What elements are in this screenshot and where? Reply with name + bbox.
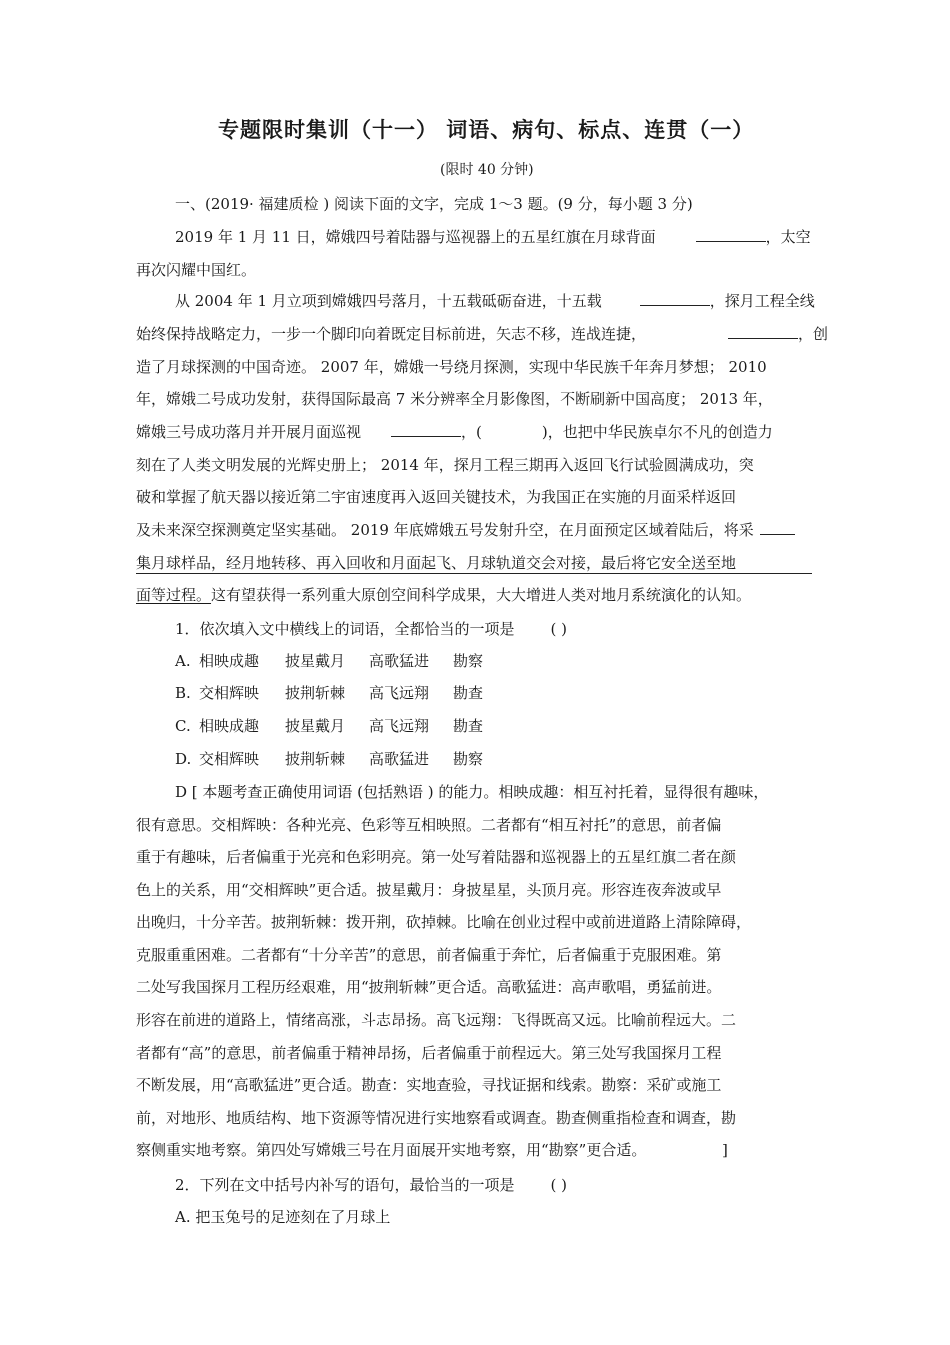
fill-blank-4 xyxy=(391,422,461,437)
passage-line: 再次闪耀中国红。 xyxy=(136,261,257,279)
passage-line-underlined: 集月球样品，经月地转移、再入回收和月面起飞、月球轨道交会对接，最后将它安全送至地 xyxy=(136,553,812,574)
option-letter: C. xyxy=(175,717,191,735)
time-limit: (限时 40 分钟) xyxy=(440,162,534,178)
answer-explanation-line: 克服重重困难。二者都有“十分辛苦”的意思，前者偏重于奔忙，后者偏重于克服困难。第 xyxy=(136,946,722,964)
passage-text: 从 2004 年 1 月立项到嫦娥四号落月，十五载砥砺奋进，十五载 xyxy=(175,292,602,310)
passage-text: ，探月工程全线 xyxy=(709,292,815,310)
option-word: 相映成趣 xyxy=(199,717,260,735)
answer-parentheses: ( ) xyxy=(550,620,568,638)
option-letter: A. xyxy=(175,652,191,670)
option-letter: D. xyxy=(175,750,192,768)
option-word: 披星戴月 xyxy=(285,652,346,670)
passage-line xyxy=(136,422,773,442)
passage-text: 2019 年 1 月 11 日，嫦娥四号着陆器与巡视器上的五星红旗在月球背面 xyxy=(175,228,656,246)
question-2-stem xyxy=(175,1175,567,1195)
question-text: 1．依次填入文中横线上的词语，全都恰当的一项是 xyxy=(175,620,515,638)
passage-line xyxy=(136,324,828,344)
answer-explanation-line: 者都有“高”的意思，前者偏重于精神昂扬，后者偏重于前程远大。第三处写我国探月工程 xyxy=(136,1044,722,1062)
answer-parentheses: ( ) xyxy=(550,1176,568,1194)
option-word: 披荆斩棘 xyxy=(285,750,346,768)
option-word: 交相辉映 xyxy=(199,750,260,768)
question-1-option[interactable] xyxy=(175,716,483,736)
passage-text: ，( xyxy=(461,423,482,441)
passage-text: 嫦娥三号成功落月并开展月面巡视 xyxy=(136,423,362,441)
answer-explanation-line: 重于有趣味，后者偏重于光亮和色彩明亮。第一处写着陆器和巡视器上的五星红旗二者在颜 xyxy=(136,848,737,866)
fill-blank-2 xyxy=(640,291,710,306)
answer-explanation-line: 二处写我国探月工程历经艰难，用“披荆斩棘”更合适。高歌猛进：高声歌唱，勇猛前进。 xyxy=(136,978,722,996)
passage-line: 年，嫦娥二号成功发射，获得国际最高 7 米分辨率全月影像图，不断刷新中国高度； 2013 年， xyxy=(136,390,773,408)
passage-line xyxy=(175,291,815,311)
passage-text: ，创 xyxy=(798,325,829,343)
fill-blank-3 xyxy=(728,324,798,339)
option-word: 披星戴月 xyxy=(285,717,346,735)
passage-line xyxy=(136,585,751,605)
answer-explanation-line: 色上的关系，用“交相辉映”更合适。披星戴月：身披星星，头顶月亮。形容连夜奔波或早 xyxy=(136,881,722,899)
option-word: 勘查 xyxy=(453,717,484,735)
section-heading: 一、(2019· 福建质检 ) 阅读下面的文字，完成 1～3 题。(9 分，每小题 3 分) xyxy=(175,195,693,213)
fill-blank-1 xyxy=(696,227,766,242)
answer-explanation-line: 察侧重实地考察。第四处写嫦娥三号在月面展开实地考察，用“勘察”更合适。 xyxy=(136,1141,647,1159)
option-word: 披荆斩棘 xyxy=(285,684,346,702)
passage-line xyxy=(136,520,795,540)
option-word: 交相辉映 xyxy=(199,684,260,702)
answer-explanation-line: 不断发展，用“高歌猛进”更合适。勘查：实地查验，寻找证据和线索。勘察：采矿或施工 xyxy=(136,1076,722,1094)
answer-closing-bracket: ] xyxy=(722,1141,728,1159)
passage-text: ，太空 xyxy=(765,228,811,246)
answer-explanation-line: 出晚归，十分辛苦。披荆斩棘：拨开荆，砍掉棘。比喻在创业过程中或前进道路上清除障碍， xyxy=(136,913,752,931)
option-word: 高飞远翔 xyxy=(369,717,430,735)
option-word: 勘察 xyxy=(453,652,484,670)
passage-text: 及未来深空探测奠定坚实基础。 2019 年底嫦娥五号发射升空，在月面预定区域着陆后，将采 xyxy=(136,521,754,539)
passage-text: 始终保持战略定力，一步一个脚印向着既定目标前进，矢志不移，连战连捷， xyxy=(136,325,647,343)
passage-text: )，也把中华民族卓尔不凡的创造力 xyxy=(541,423,773,441)
question-1-option[interactable] xyxy=(175,651,483,671)
question-1-option[interactable] xyxy=(175,683,483,703)
question-1-stem xyxy=(175,619,567,639)
page-title: 专题限时集训（十一） 词语、病句、标点、连贯（一） xyxy=(218,117,755,142)
underline-segment xyxy=(760,520,795,535)
passage-line: 造了月球探测的中国奇迹。 2007 年，嫦娥一号绕月探测，实现中华民族千年奔月梦想； 2010 xyxy=(136,358,767,376)
answer-explanation-line: D [ 本题考查正确使用词语 (包括熟语 ) 的能力。相映成趣：相互衬托着，显得很有趣味， xyxy=(175,783,769,801)
underlined-text: 面等过程。 xyxy=(136,586,212,604)
question-text: 2．下列在文中括号内补写的语句，最恰当的一项是 xyxy=(175,1176,515,1194)
question-2-option[interactable]: A. 把玉兔号的足迹刻在了月球上 xyxy=(175,1208,391,1226)
answer-explanation-line: 很有意思。交相辉映：各种光亮、色彩等互相映照。二者都有“相互衬托”的意思，前者偏 xyxy=(136,816,722,834)
option-word: 勘察 xyxy=(453,750,484,768)
option-word: 勘查 xyxy=(453,684,484,702)
passage-line xyxy=(175,227,811,247)
answer-explanation-line: 形容在前进的道路上，情绪高涨，斗志昂扬。高飞远翔：飞得既高又远。比喻前程远大。二 xyxy=(136,1011,737,1029)
passage-text: 这有望获得一系列重大原创空间科学成果，大大增进人类对地月系统演化的认知。 xyxy=(211,586,752,604)
option-word: 高歌猛进 xyxy=(369,750,430,768)
option-word: 高飞远翔 xyxy=(369,684,430,702)
option-letter: B. xyxy=(175,684,191,702)
answer-explanation-line: 前，对地形、地质结构、地下资源等情况进行实地察看或调查。勘查侧重指检查和调查，勘 xyxy=(136,1109,737,1127)
option-word: 高歌猛进 xyxy=(369,652,430,670)
option-word: 相映成趣 xyxy=(199,652,260,670)
passage-line: 刻在了人类文明发展的光辉史册上； 2014 年，探月工程三期再入返回飞行试验圆满成功，突 xyxy=(136,456,754,474)
passage-line: 破和掌握了航天器以接近第二宇宙速度再入返回关键技术，为我国正在实施的月面采样返回 xyxy=(136,488,737,506)
question-1-option[interactable] xyxy=(175,749,483,769)
